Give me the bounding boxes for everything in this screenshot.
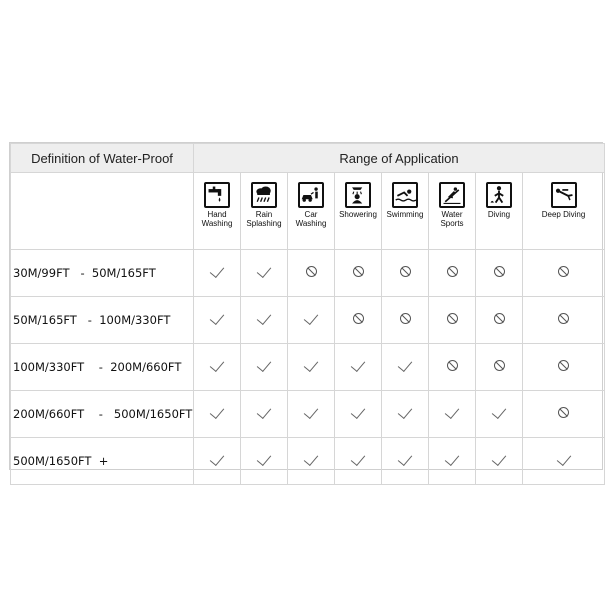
check-icon (257, 451, 271, 466)
prohibited-icon (400, 313, 411, 324)
table-cell (523, 344, 605, 391)
table-row (11, 344, 605, 391)
table-cell (335, 344, 382, 391)
table-cell (382, 250, 429, 297)
check-icon (257, 404, 271, 419)
depth-rating-label: 50M/165FT - 100M/330FT (11, 297, 194, 344)
table-cell (241, 391, 288, 438)
check-icon (492, 404, 506, 419)
table-cell (335, 297, 382, 344)
table-row (11, 297, 605, 344)
column-header-0 (194, 173, 241, 250)
table-cell (523, 250, 605, 297)
shower-icon (345, 182, 371, 208)
check-icon (351, 357, 365, 372)
prohibited-icon (353, 313, 364, 324)
table-cell (288, 344, 335, 391)
check-icon (556, 451, 570, 466)
column-header-2 (288, 173, 335, 250)
check-icon (398, 451, 412, 466)
car-wash-icon (298, 182, 324, 208)
table-cell (194, 391, 241, 438)
table-row (11, 250, 605, 297)
table-cell (241, 438, 288, 485)
table-cell (194, 297, 241, 344)
prohibited-icon (558, 360, 569, 371)
table-cell (523, 438, 605, 485)
table-cell (382, 391, 429, 438)
table-cell (476, 344, 523, 391)
column-label: Rain Splashing (246, 210, 282, 228)
column-header-6 (476, 173, 523, 250)
table-cell (476, 297, 523, 344)
table-cell (523, 391, 605, 438)
table-cell (335, 391, 382, 438)
check-icon (257, 263, 271, 278)
check-icon (445, 404, 459, 419)
table-cell (476, 438, 523, 485)
check-icon (210, 404, 224, 419)
table-cell (429, 250, 476, 297)
prohibited-icon (558, 266, 569, 277)
table-cell (194, 344, 241, 391)
check-icon (492, 451, 506, 466)
table-cell (476, 250, 523, 297)
check-icon (304, 310, 318, 325)
table-cell (194, 438, 241, 485)
table-cell (194, 250, 241, 297)
table-row (11, 438, 605, 485)
table-cell (288, 391, 335, 438)
column-label: Deep Diving (541, 210, 586, 219)
prohibited-icon (447, 360, 458, 371)
check-icon (304, 404, 318, 419)
column-label: Diving (487, 210, 511, 219)
column-label: Water Sports (440, 210, 464, 228)
table-cell (476, 391, 523, 438)
prohibited-icon (353, 266, 364, 277)
check-icon (257, 357, 271, 372)
blank-corner-cell (11, 173, 194, 250)
prohibited-icon (494, 360, 505, 371)
table-cell (429, 297, 476, 344)
prohibited-icon (558, 313, 569, 324)
depth-rating-label: 200M/660FT - 500M/1650FT (11, 391, 194, 438)
depth-rating-label: 30M/99FT - 50M/165FT (11, 250, 194, 297)
waterproof-chart (9, 142, 603, 470)
swimmer-icon (392, 182, 418, 208)
check-icon (351, 404, 365, 419)
table-cell (382, 297, 429, 344)
prohibited-icon (400, 266, 411, 277)
column-header-1 (241, 173, 288, 250)
water-ski-icon (439, 182, 465, 208)
column-label: Car Washing (295, 210, 327, 228)
depth-rating-label: 100M/330FT - 200M/660FT (11, 344, 194, 391)
table-cell (335, 438, 382, 485)
table-cell (429, 438, 476, 485)
table-cell (241, 344, 288, 391)
faucet-icon (204, 182, 230, 208)
table-cell (429, 344, 476, 391)
table-cell (429, 391, 476, 438)
check-icon (210, 451, 224, 466)
table-cell (335, 250, 382, 297)
prohibited-icon (558, 407, 569, 418)
column-label: Hand Washing (201, 210, 233, 228)
column-label: Showering (339, 210, 377, 219)
waterproof-table (10, 143, 605, 485)
table-cell (288, 438, 335, 485)
check-icon (210, 357, 224, 372)
table-row (11, 391, 605, 438)
check-icon (351, 451, 365, 466)
prohibited-icon (494, 266, 505, 277)
diver-icon (486, 182, 512, 208)
depth-rating-label: 500M/1650FT + (11, 438, 194, 485)
definition-header: Definition of Water-Proof (11, 144, 194, 173)
prohibited-icon (447, 266, 458, 277)
check-icon (257, 310, 271, 325)
prohibited-icon (306, 266, 317, 277)
table-cell (288, 297, 335, 344)
prohibited-icon (447, 313, 458, 324)
check-icon (398, 357, 412, 372)
prohibited-icon (494, 313, 505, 324)
deep-diver-icon (551, 182, 577, 208)
column-header-3 (335, 173, 382, 250)
check-icon (398, 404, 412, 419)
check-icon (304, 357, 318, 372)
column-label: Swimming (386, 210, 424, 219)
table-cell (241, 297, 288, 344)
table-cell (288, 250, 335, 297)
column-header-7 (523, 173, 605, 250)
check-icon (304, 451, 318, 466)
check-icon (210, 263, 224, 278)
table-cell (382, 438, 429, 485)
column-header-4 (382, 173, 429, 250)
table-cell (382, 344, 429, 391)
rain-cloud-icon (251, 182, 277, 208)
check-icon (445, 451, 459, 466)
table-cell (523, 297, 605, 344)
check-icon (210, 310, 224, 325)
column-header-5 (429, 173, 476, 250)
range-header: Range of Application (194, 144, 605, 173)
table-cell (241, 250, 288, 297)
